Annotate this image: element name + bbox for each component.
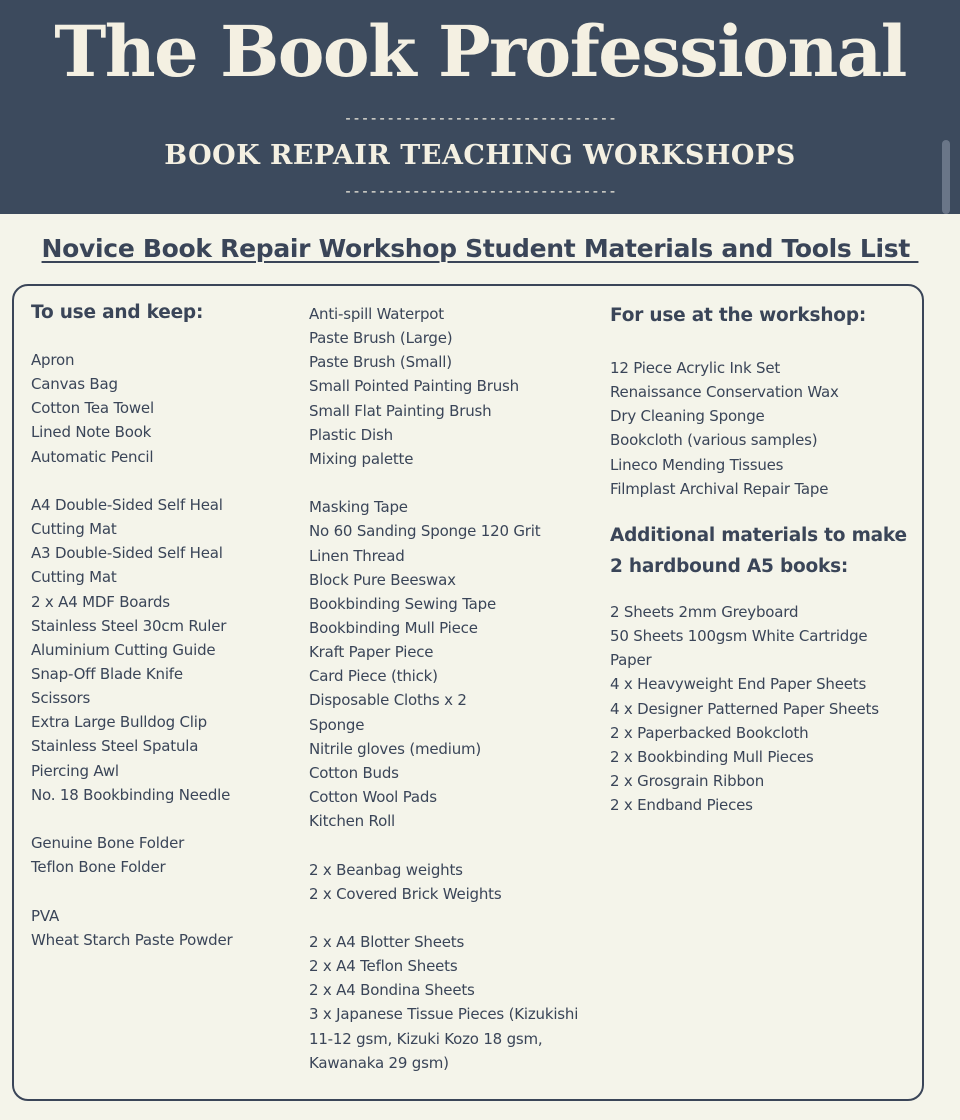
list-item: Aluminium Cutting Guide: [31, 640, 216, 659]
list-item: 3 x Japanese Tissue Pieces (Kizukishi 11-12 gsm, Kizuki Kozo 18 gsm, Kawanaka 29 gsm): [309, 1005, 579, 1072]
list-item: Bookbinding Mull Piece: [309, 619, 478, 638]
site-header: [0, 0, 960, 214]
list-item: 2 x A4 Teflon Sheets: [309, 957, 458, 976]
list-item: Sponge: [309, 715, 365, 734]
header-divider-bottom: --------------------------------: [343, 182, 617, 200]
list-item: 50 Sheets 100gsm White Cartridge Paper: [610, 627, 868, 670]
keep-heading: To use and keep:: [31, 302, 204, 323]
brand-title: The Book Professional: [54, 10, 906, 93]
list-item: Teflon Bone Folder: [31, 858, 166, 877]
list-item: 2 Sheets 2mm Greyboard: [610, 603, 799, 621]
list-item: Card Piece (thick): [309, 667, 438, 686]
list-item: A3 Double-Sided Self Heal Cutting Mat: [31, 544, 223, 587]
list-item: Genuine Bone Folder: [31, 834, 185, 853]
list-item: Bookbinding Sewing Tape: [309, 594, 497, 613]
list-item: 2 x A4 MDF Boards: [31, 592, 170, 611]
list-item: Nitrile gloves (medium): [309, 739, 482, 758]
list-item: A4 Double-Sided Self Heal Cutting Mat: [31, 495, 223, 539]
list-item: Scissors: [31, 689, 91, 708]
list-item: Linen Thread: [309, 546, 405, 565]
list-item: Disposable Cloths x 2: [309, 691, 467, 710]
list-item: Anti-spill Waterpot: [309, 305, 444, 323]
list-item: Bookcloth (various samples): [610, 431, 818, 450]
list-item: Canvas Bag: [31, 375, 118, 394]
list-item: 2 x A4 Blotter Sheets: [309, 933, 465, 952]
scrollbar-thumb[interactable]: [942, 140, 950, 214]
list-item: 2 x Endband Pieces: [610, 796, 753, 815]
list-item: Stainless Steel 30cm Ruler: [31, 616, 227, 635]
list-item: Cotton Tea Towel: [31, 399, 154, 418]
list-item: 2 x Bookbinding Mull Pieces: [610, 747, 814, 766]
list-item: Piercing Awl: [31, 761, 119, 780]
list-item: Lineco Mending Tissues: [610, 455, 784, 474]
list-item: Paste Brush (Small): [309, 353, 452, 372]
additional-heading: Additional materials to make 2 hardbound A5 books:: [610, 525, 907, 577]
list-item: Small Pointed Painting Brush: [309, 377, 519, 396]
list-item: Extra Large Bulldog Clip: [31, 713, 207, 732]
list-item: Block Pure Beeswax: [309, 570, 456, 589]
workshop-list: [610, 356, 910, 501]
list-item: 2 x Grosgrain Ribbon: [610, 772, 765, 791]
list-item: PVA: [31, 906, 60, 925]
list-item: Cotton Wool Pads: [309, 788, 437, 807]
list-item: Snap-Off Blade Knife: [31, 665, 183, 684]
list-item: 2 x Covered Brick Weights: [309, 884, 502, 903]
keep-list-middle: [309, 302, 599, 1075]
list-item: Kraft Paper Piece: [309, 643, 434, 662]
list-item: Automatic Pencil: [31, 447, 154, 466]
list-item: Plastic Dish: [309, 425, 393, 444]
list-item: No 60 Sanding Sponge 120 Grit: [309, 522, 541, 541]
list-item: 2 x Paperbacked Bookcloth: [610, 723, 809, 742]
list-item: Paste Brush (Large): [309, 329, 453, 348]
list-item: 2 x A4 Bondina Sheets: [309, 981, 475, 1000]
list-item: Dry Cleaning Sponge: [610, 407, 765, 426]
list-item: Apron: [31, 351, 75, 369]
list-item: Lined Note Book: [31, 423, 152, 442]
list-item: Stainless Steel Spatula: [31, 737, 199, 756]
list-item: 12 Piece Acrylic Ink Set: [610, 359, 781, 377]
header-subtitle: BOOK REPAIR TEACHING WORKSHOPS: [164, 140, 796, 171]
additional-list: [610, 600, 910, 817]
list-item: 4 x Heavyweight End Paper Sheets: [610, 675, 867, 694]
list-item: Renaissance Conservation Wax: [610, 383, 839, 402]
header-divider-top: --------------------------------: [343, 109, 617, 127]
list-item: Masking Tape: [309, 498, 408, 517]
list-item: No. 18 Bookbinding Needle: [31, 785, 231, 804]
list-item: Cotton Buds: [309, 763, 399, 782]
list-item: Mixing palette: [309, 449, 414, 468]
list-item: Wheat Starch Paste Powder: [31, 930, 233, 949]
page-title: Novice Book Repair Workshop Student Materials and Tools List: [41, 234, 919, 263]
list-item: Kitchen Roll: [309, 812, 396, 831]
list-item: 2 x Beanbag weights: [309, 860, 463, 879]
keep-list-left: [31, 348, 301, 952]
list-item: Filmplast Archival Repair Tape: [610, 479, 829, 498]
list-item: 4 x Designer Patterned Paper Sheets: [610, 699, 879, 718]
workshop-heading: For use at the workshop:: [610, 305, 867, 326]
list-item: Small Flat Painting Brush: [309, 401, 492, 420]
